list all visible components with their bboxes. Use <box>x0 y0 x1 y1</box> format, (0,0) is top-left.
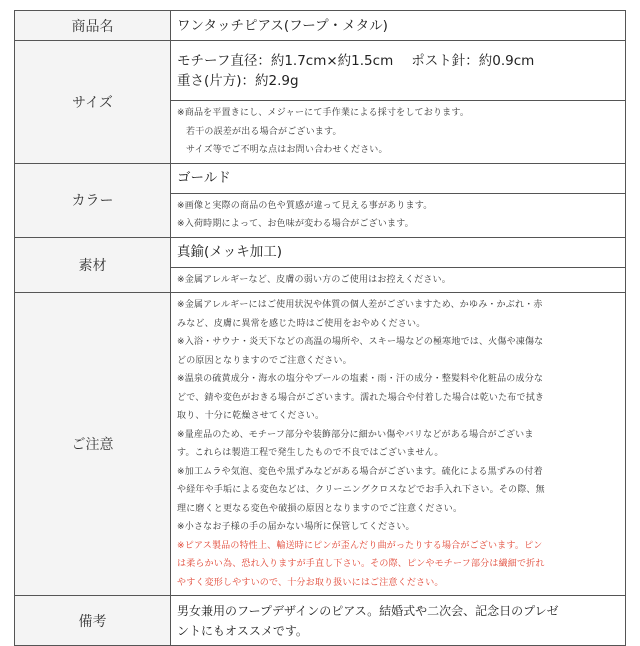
caution-line: ※小さなお子様の手の届かない場所に保管してください。 <box>177 522 415 532</box>
remarks-line: ントにもオススメです。 <box>177 623 308 638</box>
size-note-line: サイズ等でご不明な点はお問い合わせください。 <box>186 145 388 155</box>
caution-line: す。これらは製造工程で発生したもので不良ではございません。 <box>177 448 444 458</box>
note-caution <box>171 293 626 596</box>
value-size <box>171 41 626 101</box>
note-size <box>171 101 626 164</box>
caution-line: ※量産品のため、モチーフ部分や装飾部分に細かい傷やバリなどがある場合がございま <box>177 429 534 440</box>
row-caution <box>15 293 626 596</box>
note-color <box>171 193 626 237</box>
caution-line: ※入浴・サウナ・炎天下などの高温の場所や、スキー場などの極寒地では、火傷や凍傷な <box>177 337 544 347</box>
caution-line: どで、錆や変色がおきる場合がございます。濡れた場合や付着した場合は乾いた布で拭き <box>177 392 545 403</box>
size-line-1 <box>177 51 619 71</box>
label-remarks: 備考 <box>15 596 171 646</box>
color-note-line: ※画像と実際の商品の色や質感が違って見える事があります。 <box>177 200 433 211</box>
size-note-line: 若干の誤差が出る場合がございます。 <box>186 126 342 137</box>
row-color-main <box>15 163 626 193</box>
caution-line: ※温泉の硫黄成分・海水の塩分やプールの塩素・雨・汗の成分・整髪料や化粧品の成分な <box>177 374 544 384</box>
row-product-name <box>15 11 626 41</box>
row-remarks <box>15 596 626 646</box>
value-product-name: ワンタッチピアス(フープ・メタル) <box>171 11 626 41</box>
caution-line: どの原因となりますのでご注意ください。 <box>177 355 352 366</box>
color-note-line: ※入荷時期によって、お色味が変わる場合がございます。 <box>177 219 414 229</box>
label-product-name: 商品名 <box>15 11 171 41</box>
caution-warning-line: やすく変形しやすいので、十分お取り扱いにはご注意ください。 <box>177 577 444 588</box>
caution-line: 取り、十分に乾燥させてください。 <box>177 411 325 421</box>
spec-table <box>14 10 626 646</box>
size-post-length: ポスト針：約0.9cm <box>411 52 535 69</box>
note-material <box>171 267 626 293</box>
caution-line: ※加工ムラや気泡、変色や黒ずみなどがある場合がございます。硫化による黒ずみの付着 <box>177 466 543 477</box>
remarks-line: 男女兼用のフープデザインのピアス。結婚式や二次会、記念日のプレゼ <box>177 603 559 618</box>
value-material: 真鍮(メッキ加工) <box>171 237 626 267</box>
row-size-main <box>15 41 626 101</box>
size-note-line: ※商品を平置きにし、メジャーにて手作業による採寸をしております。 <box>177 108 470 118</box>
caution-line: ※金属アレルギーにはご使用状況や体質の個人差がございますため、かゆみ・かぶれ・赤 <box>177 300 543 310</box>
caution-line: 理に磨くと更なる変色や破損の原因となりますのでご注意ください。 <box>177 503 463 514</box>
caution-warning-line: ※ピアス製品の特性上、輸送時にピンが歪んだり曲がったりする場合がございます。ピン <box>177 540 543 551</box>
material-note-line: ※金属アレルギーなど、皮膚の弱い方のご使用はお控えください。 <box>177 274 451 285</box>
caution-warning-line: は柔らかい為、恐れ入りますが手直し下さい。その際、ピンやモチーフ部分は繊細で折れ <box>177 559 545 569</box>
caution-line: みなど、皮膚に異常を感じた時はご使用をおやめください。 <box>177 318 426 329</box>
caution-line: や経年や手垢による変色などは、クリーニングクロスなどでお手入れ下さい。その際、無 <box>177 485 545 495</box>
value-remarks <box>171 596 626 646</box>
label-material: 素材 <box>15 237 171 293</box>
label-size: サイズ <box>15 41 171 164</box>
value-color: ゴールド <box>171 163 626 193</box>
size-weight: 重さ(片方)：約2.9g <box>177 72 299 89</box>
size-motif-diameter: モチーフ直径：約1.7cm×約1.5cm <box>177 52 394 69</box>
row-material-main <box>15 237 626 267</box>
label-caution: ご注意 <box>15 293 171 596</box>
label-color: カラー <box>15 163 171 237</box>
